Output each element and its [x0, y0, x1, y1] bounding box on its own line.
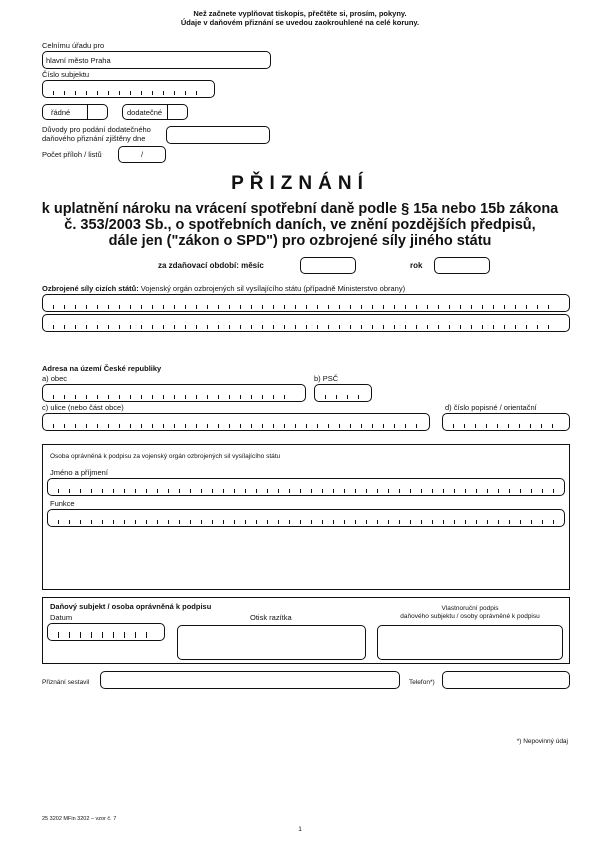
- attachments-separator: /: [141, 150, 144, 159]
- function-label: Funkce: [50, 499, 75, 508]
- forces-field-line2[interactable]: [42, 314, 570, 332]
- title-subtitle-line3: dále jen ("zákon o SPD") pro ozbrojené síly jiného státu: [108, 233, 492, 249]
- authorized-heading: Osoba oprávněná k podpisu za vojenský orgán ozbrojených sil vysílajícího státu: [50, 453, 281, 460]
- date-field[interactable]: [47, 623, 165, 641]
- street-label: c) ulice (nebo část obce): [42, 403, 124, 412]
- reasons-label-line2: daňového přiznání zjištěny dne: [42, 134, 146, 143]
- regular-filing-label: řádné: [51, 108, 71, 117]
- stamp-field[interactable]: [177, 625, 366, 660]
- street-field[interactable]: [42, 413, 430, 431]
- period-year-label: rok: [410, 261, 423, 270]
- function-field[interactable]: [47, 509, 565, 527]
- regular-filing-box[interactable]: [42, 104, 108, 120]
- optional-note: *) Nepovinný údaj: [516, 738, 568, 745]
- subject-number-label: Číslo subjektu: [42, 70, 90, 79]
- subject-number-field[interactable]: [42, 80, 215, 98]
- forces-label: [42, 285, 405, 293]
- regular-check-divider: [87, 105, 88, 119]
- house-number-label: d) číslo popisné / orientační: [445, 403, 537, 412]
- office-label: Celnímu úřadu pro: [42, 41, 105, 50]
- sign-label-line1: Vlastnoruční podpis: [441, 605, 499, 612]
- attachments-field[interactable]: [118, 146, 166, 163]
- period-year-field[interactable]: [434, 257, 490, 274]
- date-label: Datum: [50, 613, 73, 622]
- name-label: Jméno a příjmení: [50, 468, 108, 477]
- header-instructions: Než začnete vyplňovat tiskopis, přečtěte si, prosím, pokyny.: [193, 9, 407, 18]
- reasons-date-field[interactable]: [166, 126, 270, 144]
- zip-field[interactable]: [314, 384, 372, 402]
- sign-label-line2: daňového subjektu / osoby oprávněné k podpisu: [400, 613, 540, 620]
- header-rounding-note: Údaje v daňovém přiznání se uvedou zaokrouhlené na celé koruny.: [180, 18, 420, 27]
- page-title: PŘIZNÁNÍ: [231, 173, 369, 194]
- forces-label-rest: Vojenský orgán ozbrojených sil vysílajícího státu (případně Ministerstvo obrany): [140, 284, 406, 293]
- forces-label-bold: Ozbrojené síly cizích států:: [42, 284, 139, 293]
- name-field[interactable]: [47, 478, 565, 496]
- prepared-by-label: Přiznání sestavil: [42, 679, 90, 686]
- period-month-label: za zdaňovací období: měsíc: [158, 261, 264, 270]
- reasons-label-line1: Důvody pro podání dodatečného: [42, 125, 151, 134]
- supplementary-filing-box[interactable]: [122, 104, 188, 120]
- signature-heading: Daňový subjekt / osoba oprávněná k podpisu: [50, 602, 212, 611]
- supplementary-filing-label: dodatečné: [127, 108, 163, 117]
- office-input[interactable]: [42, 51, 271, 69]
- signature-field[interactable]: [377, 625, 563, 660]
- attachments-label: Počet příloh / listů: [42, 150, 102, 159]
- city-field[interactable]: [42, 384, 306, 402]
- phone-field[interactable]: [442, 671, 570, 689]
- form-code: 25 3202 MFin 3202 – vzor č. 7: [42, 816, 117, 822]
- supplementary-check-divider: [167, 105, 168, 119]
- house-number-field[interactable]: [442, 413, 570, 431]
- title-subtitle-line1: k uplatnění nároku na vrácení spotřební daně podle § 15a nebo 15b zákona: [41, 201, 559, 217]
- stamp-label: Otisk razítka: [250, 613, 292, 622]
- address-heading: Adresa na území České republiky: [42, 364, 162, 373]
- phone-label: Telefon*): [409, 679, 435, 686]
- prepared-by-field[interactable]: [100, 671, 400, 689]
- zip-label: b) PSČ: [314, 374, 339, 383]
- title-subtitle-line2: č. 353/2003 Sb., o spotřebních daních, ve znění pozdějších předpisů,: [64, 217, 536, 233]
- period-month-field[interactable]: [300, 257, 356, 274]
- page-number: 1: [298, 826, 302, 833]
- forces-field-line1[interactable]: [42, 294, 570, 312]
- city-label: a) obec: [42, 374, 68, 383]
